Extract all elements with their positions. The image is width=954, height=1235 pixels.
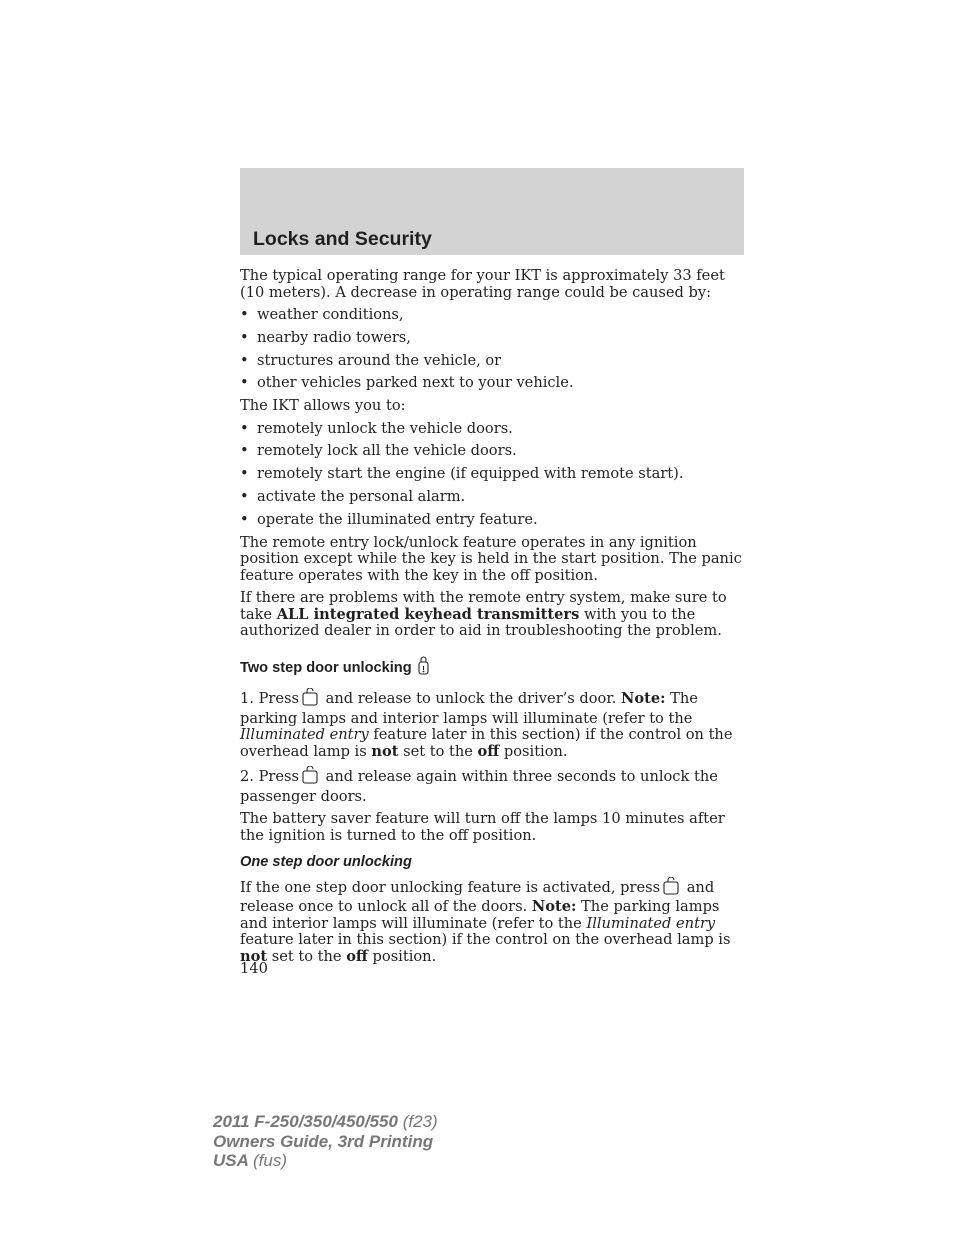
battery-saver-paragraph: The battery saver feature will turn off the lamps 10 minutes after the ignition is turned to the off position. (240, 810, 725, 844)
list-item: • weather conditions, (240, 306, 404, 323)
list-item: • activate the personal alarm. (240, 488, 466, 506)
page-number: 140 (240, 960, 268, 977)
two-step-heading: Two step door unlocking (240, 656, 745, 681)
unlock-button-icon (302, 766, 318, 789)
list-item: • remotely unlock the vehicle doors. (240, 419, 513, 437)
list-item: • remotely lock all the vehicle doors. (240, 442, 517, 460)
unlock-button-icon (663, 877, 679, 900)
document-footer (213, 1112, 438, 1171)
range-causes-list (240, 307, 745, 392)
list-item: • structures around the vehicle, or (240, 351, 502, 369)
footer-region: USA (213, 1151, 249, 1170)
footer-model-code: (f23) (402, 1112, 438, 1131)
two-step-step1: 1. Press and release to unlock the driver’s door. Note: The parking lamps and interior lamps will illuminate (refer to the Illuminated entry feature later in this section) if the control on the overhead lamp is not set to the off position. (240, 690, 733, 760)
section-title: Locks and Security (253, 228, 432, 250)
list-item: • nearby radio towers, (240, 328, 411, 346)
list-item: • remotely start the engine (if equipped with remote start). (240, 465, 684, 483)
footer-model: 2011 F-250/350/450/550 (213, 1112, 398, 1131)
unlock-button-icon (302, 688, 318, 711)
problems-paragraph: If there are problems with the remote entry system, make sure to take ALL integrated keyhead transmitters with you to the authorized dealer in order to aid in troubleshooting the problem. (240, 589, 727, 640)
list-item: • other vehicles parked next to your vehicle. (240, 374, 574, 392)
list-item: • operate the illuminated entry feature. (240, 510, 538, 528)
two-step-step2: 2. Press and release again within three seconds to unlock the passenger doors. (240, 768, 718, 805)
footer-guide: Owners Guide, 3rd Printing (213, 1131, 434, 1151)
page-content (240, 268, 745, 971)
one-step-heading: One step door unlocking (240, 854, 412, 871)
footer-region-code: (fus) (253, 1151, 287, 1170)
one-step-paragraph: If the one step door unlocking feature is activated, press and release once to unlock all of the doors. Note: The parking lamps and interior lamps will illuminate (refer to the Illuminated entry feature later in this section) if the control on the overhead lamp is not set to the off position. (240, 878, 731, 965)
ikt-intro: The IKT allows you to: (240, 397, 406, 415)
unlock-key-icon (415, 656, 431, 681)
remote-entry-paragraph: The remote entry lock/unlock feature operates in any ignition position except while the key is held in the start position. The panic feature operates with the key in the off position. (240, 533, 742, 584)
range-intro: The typical operating range for your IKT is approximately 33 feet (10 meters). A decrease in operating range could be caused by: (240, 267, 725, 301)
ikt-features-list (240, 421, 745, 529)
